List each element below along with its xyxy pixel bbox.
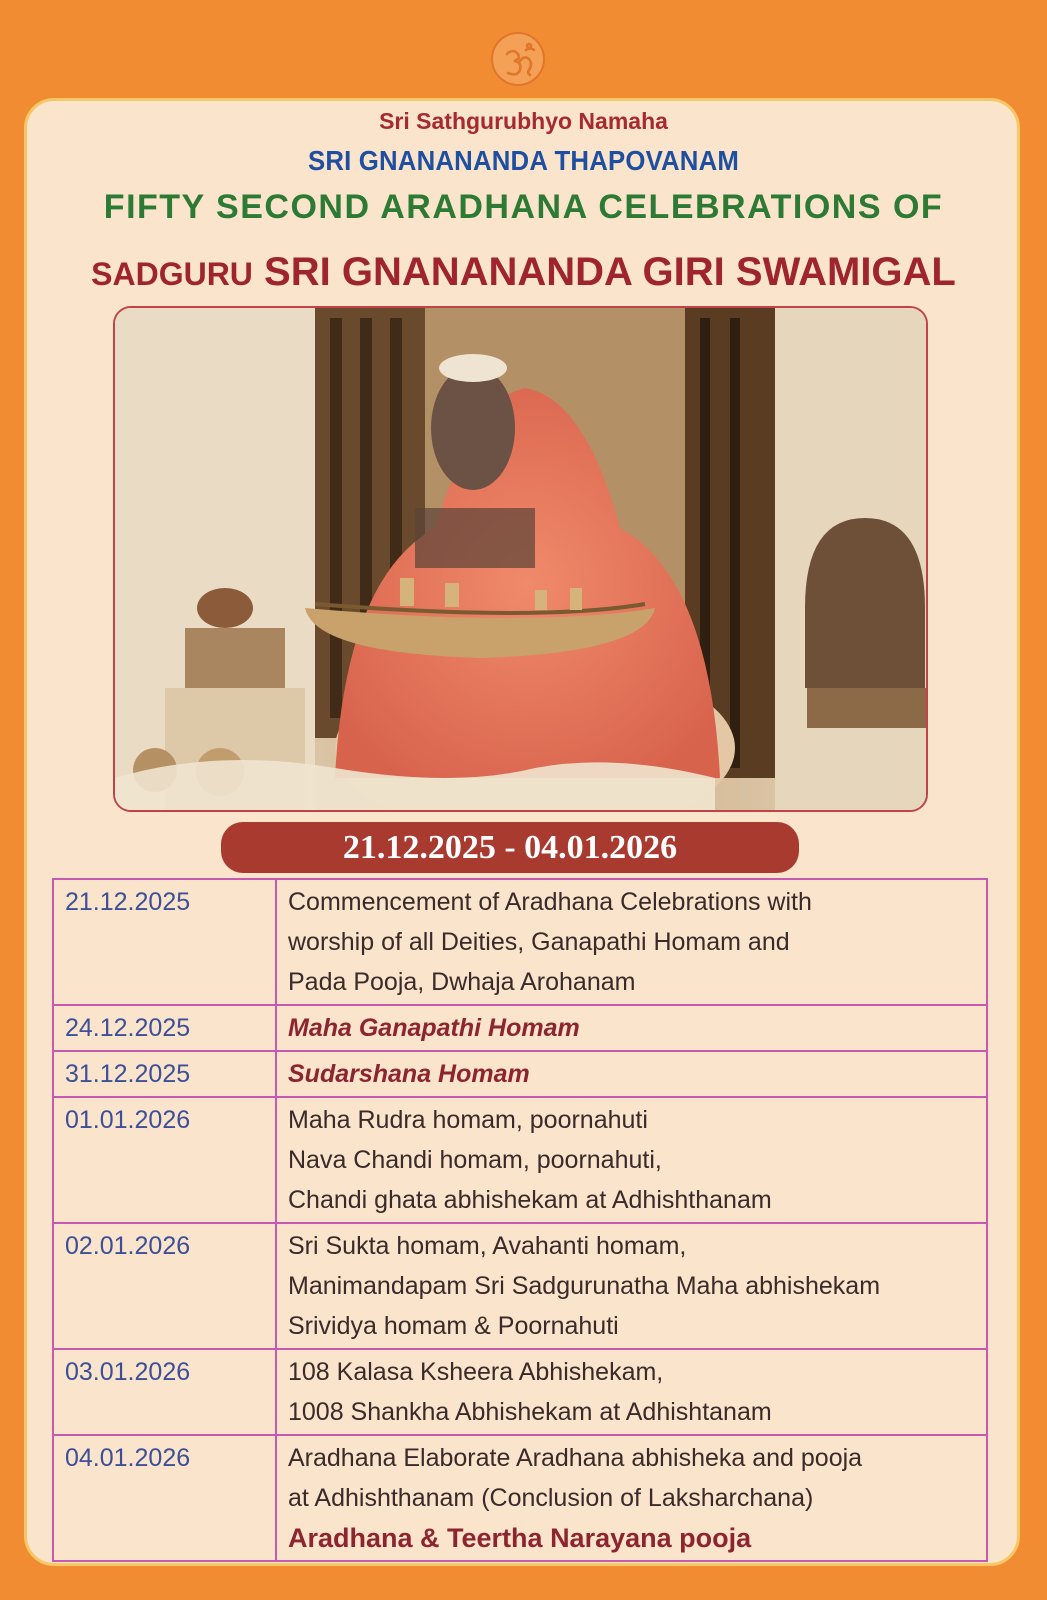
schedule-event [276,879,987,1005]
event-line: worship of all Deities, Ganapathi Homam and [288,928,790,956]
schedule-event [276,1005,987,1051]
swamiji-photo [113,306,928,812]
schedule-date: 21.12.2025 [53,879,276,1005]
event-title: FIFTY SECOND ARADHANA CELEBRATIONS OF [103,188,944,226]
schedule-event [276,1223,987,1349]
schedule-table [52,878,988,1562]
guru-name [0,250,1047,295]
event-line: Aradhana Elaborate Aradhana abhisheka and pooja [288,1444,863,1472]
event-line: 1008 Shankha Abhishekam at Adhishtanam [288,1398,772,1426]
guru-name-main: SRI GNANANANDA GIRI SWAMIGAL [264,250,956,294]
event-line: Commencement of Aradhana Celebrations with [288,888,812,916]
table-row [53,879,987,1005]
schedule-date: 04.01.2026 [53,1435,276,1561]
table-row [53,1223,987,1349]
event-line: Nava Chandi homam, poornahuti, [288,1146,662,1174]
event-highlight: Maha Ganapathi Homam [288,1014,580,1042]
schedule-date: 03.01.2026 [53,1349,276,1435]
table-row [53,1349,987,1435]
date-range-banner: 21.12.2025 - 04.01.2026 [221,822,799,873]
event-line: 108 Kalasa Ksheera Abhishekam, [288,1358,664,1386]
event-final-highlight: Aradhana & Teertha Narayana pooja [288,1523,752,1553]
guru-name-prefix: SADGURU [91,256,253,292]
schedule-event [276,1349,987,1435]
schedule-event [276,1097,987,1223]
organization-name: SRI GNANANANDA THAPOVANAM [307,145,740,176]
event-line: Maha Rudra homam, poornahuti [288,1106,648,1134]
om-symbol-icon [491,32,545,86]
event-line: Manimandapam Sri Sadgurunatha Maha abhishekam [288,1272,881,1300]
event-line: at Adhishthanam (Conclusion of Laksharchana) [288,1484,814,1512]
table-row [53,1435,987,1561]
event-highlight: Sudarshana Homam [288,1060,530,1088]
invocation-line: Sri Sathgurubhyo Namaha [379,108,668,134]
event-line: Chandi ghata abhishekam at Adhishthanam [288,1186,772,1214]
table-row [53,1005,987,1051]
table-row [53,1051,987,1097]
schedule-date: 31.12.2025 [53,1051,276,1097]
event-line: Sri Sukta homam, Avahanti homam, [288,1232,687,1260]
schedule-date: 24.12.2025 [53,1005,276,1051]
event-line: Srividya homam & Poornahuti [288,1312,619,1340]
event-line: Pada Pooja, Dwhaja Arohanam [288,968,636,996]
table-row [53,1097,987,1223]
schedule-event [276,1435,987,1561]
schedule-date: 02.01.2026 [53,1223,276,1349]
schedule-event [276,1051,987,1097]
schedule-date: 01.01.2026 [53,1097,276,1223]
